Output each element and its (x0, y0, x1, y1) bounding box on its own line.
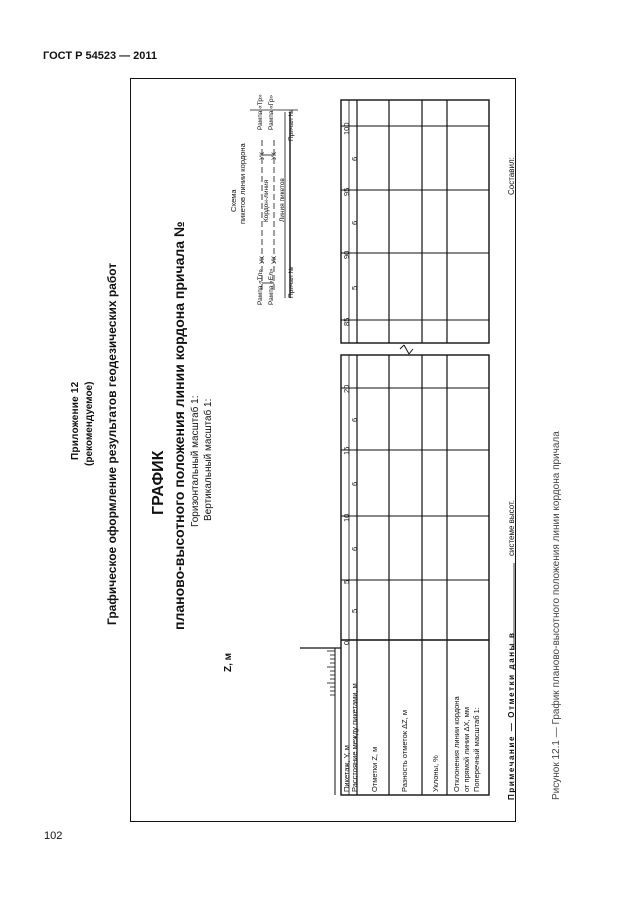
scheme-title: Схема (229, 189, 238, 212)
vertical-scale-label: Вертикальный масштаб 1: (203, 398, 214, 521)
spacing-value: 6 (350, 481, 359, 486)
graph-subtitle: планово-высотного положения линии кордона причала № (171, 221, 187, 630)
spacing-value: 6 (350, 417, 359, 422)
scheme-vk-right: УК (259, 152, 266, 160)
spacing-value: 5 (350, 608, 359, 613)
picket-value: 85 (342, 317, 351, 326)
scheme-ramp-right: Рампа «Тр» (257, 94, 264, 130)
signature-label: Составил: (507, 157, 516, 195)
picket-value: 0 (342, 640, 351, 645)
scheme-subtitle: пикетов линии кордона (238, 143, 247, 224)
picket-value: 100 (342, 122, 351, 135)
scheme-berth-left: Причал № (288, 266, 295, 298)
picket-value: 15 (342, 446, 351, 455)
row-label-elev-diff: Разность отметок ΔZ, м (400, 709, 409, 792)
picket-value: 5 (342, 579, 351, 584)
spacing-value: 6 (350, 156, 359, 161)
row-label-spacing: Расстояние между пикетами, м (350, 683, 359, 792)
spacing-value: 5 (350, 285, 359, 290)
row-label-elevation: Отметки Z, м (370, 746, 379, 792)
scheme-berth-right: Причал № (288, 109, 295, 141)
picket-value: 20 (342, 384, 351, 393)
appendix-title: Приложение 12 (70, 381, 81, 460)
scheme-ramp-right-2: Рампа «Гр» (268, 94, 275, 130)
row-label-picket: Пикетаж, Y, м (342, 745, 351, 792)
scheme-vk-left: УК (259, 256, 266, 264)
horizontal-scale-label: Горизонтальный масштаб 1: (190, 395, 201, 527)
note-text: Примечание — Отметки даны в (507, 631, 516, 800)
page-header: ГОСТ Р 54523 — 2011 (43, 50, 158, 62)
spacing-value: 6 (350, 546, 359, 551)
scheme-vk-right-2: УК (271, 152, 278, 160)
row-label-slope: Уклоны, % (431, 755, 440, 792)
scheme-kordon-label: Кордон-линия (263, 179, 270, 222)
z-axis-label: Z, м (223, 652, 234, 672)
section-title: Графическое оформление результатов геодезических работ (105, 262, 119, 625)
scheme-pikets-label: Линия пикетов (279, 178, 286, 222)
appendix-subtitle: (рекомендуемое) (84, 381, 95, 466)
row-label-deviation: Отклонения линии кордона от прямой линии ΔX, мм Поперечный масштаб 1: (452, 696, 481, 792)
picket-value: 10 (342, 513, 351, 522)
picket-value: 95 (342, 187, 351, 196)
scheme-vk-left-2: УК (271, 256, 278, 264)
note-text-suffix: системе высот. (507, 499, 516, 556)
page-number: 102 (44, 830, 63, 842)
picket-value: 90 (342, 250, 351, 259)
scheme-ramp-left: Рампа «Тл» (257, 269, 264, 305)
graph-title: ГРАФИК (150, 450, 167, 515)
spacing-value: 6 (350, 220, 359, 225)
scheme-ramp-left-2: Рампа «Ел» (268, 268, 275, 305)
figure-caption: Рисунок 12.1 — График планово-высотного положения линии кордона причала (551, 431, 562, 800)
